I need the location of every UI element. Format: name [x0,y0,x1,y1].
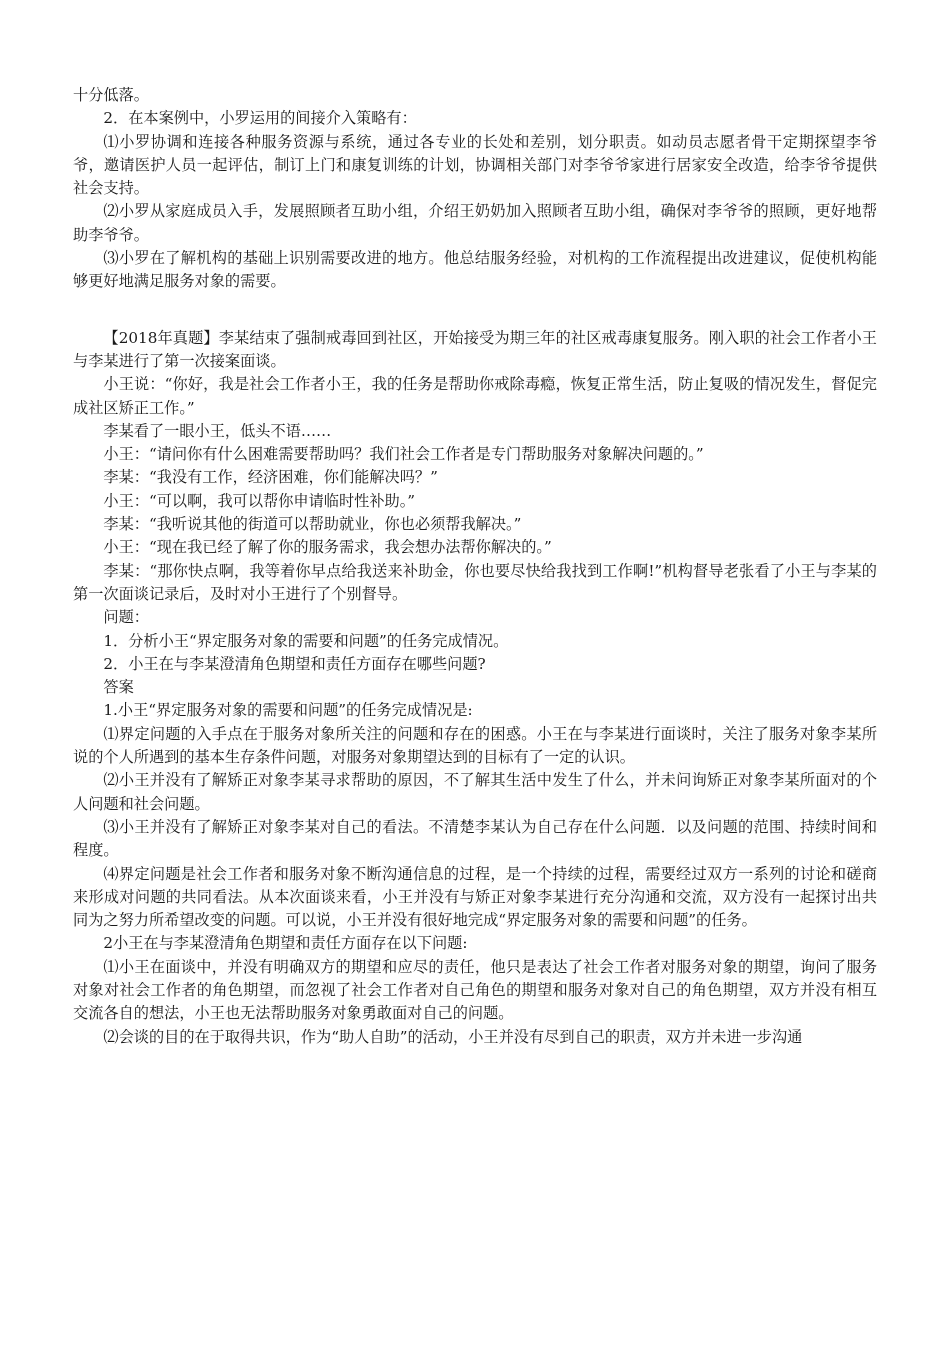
paragraph-strategy-3: ⑶小罗在了解机构的基础上识别需要改进的地方。他总结服务经验，对机构的工作流程提出改进建议，促使机构能够更好地满足服务对象的需要。 [73,249,877,291]
dialogue-line-1: 小王说：“你好，我是社会工作者小王，我的任务是帮助你戒除毒瘾，恢复正常生活，防止复吸的情况发生，督促完成社区矫正工作。” [73,375,877,417]
document-page [73,84,877,1049]
answer-2-point-2: ⑵会谈的目的在于取得共识，作为“助人自助”的活动，小王并没有尽到自己的职责，双方并未进一步沟通 [103,1027,803,1046]
dialogue-line-4: 李某：“我没有工作，经济困难，你们能解决吗？” [103,468,438,487]
section-gap [73,294,877,327]
dialogue-line-2: 李某看了一眼小王，低头不语…… [103,421,332,440]
answer-1-point-3: ⑶小王并没有了解矫正对象李某对自己的看法。不清楚李某认为自己存在什么问题．以及问题的范围、持续时间和程度。 [73,817,877,860]
answer-1-point-2: ⑵小王并没有了解矫正对象李某寻求帮助的原因，不了解其生活中发生了什么，并未问询矫正对象李某所面对的个人问题和社会问题。 [73,771,877,813]
answer-1-heading: 1.小王“界定服务对象的需要和问题”的任务完成情况是: [103,701,473,720]
answer-2-point-1: ⑴小王在面谈中，并没有明确双方的期望和应尽的责任，他只是表达了社会工作者对服务对象的期望，询问了服务对象对社会工作者的角色期望，而忽视了社会工作者对自己角色的期望和服务对象对自己的角色期望，双方并没有相互交流各自的想法，小王也无法帮助服务对象勇敢面对自己的问题。 [73,957,877,1023]
dialogue-line-6: 李某：“我听说其他的街道可以帮助就业，你也必须帮我解决。” [103,515,522,534]
dialogue-line-8: 李某：“那你快点啊，我等着你早点给我送来补助金，你也要尽快给我找到工作啊!”机构督导老张看了小王与李某的第一次面谈记录后，及时对小王进行了个别督导。 [73,561,877,603]
paragraph-strategy-2: ⑵小罗从家庭成员入手，发展照顾者互助小组，介绍王奶奶加入照顾者互助小组，确保对李爷爷的照顾，更好地帮助李爷爷。 [73,202,877,244]
answer-1-point-1: ⑴界定问题的入手点在于服务对象所关注的问题和存在的困惑。小王在与李某进行面谈时，关注了服务对象李某所说的个人所遇到的基本生存条件问题，对服务对象期望达到的目标有了一定的认识。 [73,724,877,767]
dialogue-line-3: 小王：“请问你有什么困难需要帮助吗？我们社会工作者是专门帮助服务对象解决问题的。” [103,445,704,464]
question-2: 2．小王在与李某澄清角色期望和责任方面存在哪些问题? [103,654,486,673]
answer-1-point-4: ⑷界定问题是社会工作者和服务对象不断沟通信息的过程，是一个持续的过程，需要经过双方一系列的讨论和磋商来形成对问题的共同看法。从本次面谈来看，小王并没有与矫正对象李某进行充分沟通和交流，双方没有一起探讨出共同为之努力所希望改变的问题。可以说，小王并没有很好地完成“界定服务对象的需要和问题”的任务。 [73,864,877,930]
paragraph-continuation: 十分低落。 [73,86,149,104]
question-1: 1．分析小王“界定服务对象的需要和问题”的任务完成情况。 [103,631,509,650]
dialogue-line-7: 小王：“现在我已经了解了你的服务需求，我会想办法帮你解决的。” [103,538,552,557]
paragraph-strategy-heading: 2．在本案例中，小罗运用的间接介入策略有： [103,109,417,128]
case-intro: 【2018年真题】李某结束了强制戒毒回到社区，开始接受为期三年的社区戒毒康复服务。刚入职的社会工作者小王与李某进行了第一次接案面谈。 [73,328,877,370]
answer-2-heading: 2小王在与李某澄清角色期望和责任方面存在以下问题: [103,934,468,953]
dialogue-line-5: 小王：“可以啊，我可以帮你申请临时性补助。” [103,491,416,510]
paragraph-strategy-1: ⑴小罗协调和连接各种服务资源与系统，通过各专业的长处和差别，划分职责。如动员志愿者骨干定期探望李爷爷，邀请医护人员一起评估，制订上门和康复训练的计划，协调相关部门对李爷爷家进行居家安全改造，给李爷爷提供社会支持。 [73,132,877,198]
answer-label: 答案 [103,678,134,697]
questions-label: 问题： [103,608,149,627]
